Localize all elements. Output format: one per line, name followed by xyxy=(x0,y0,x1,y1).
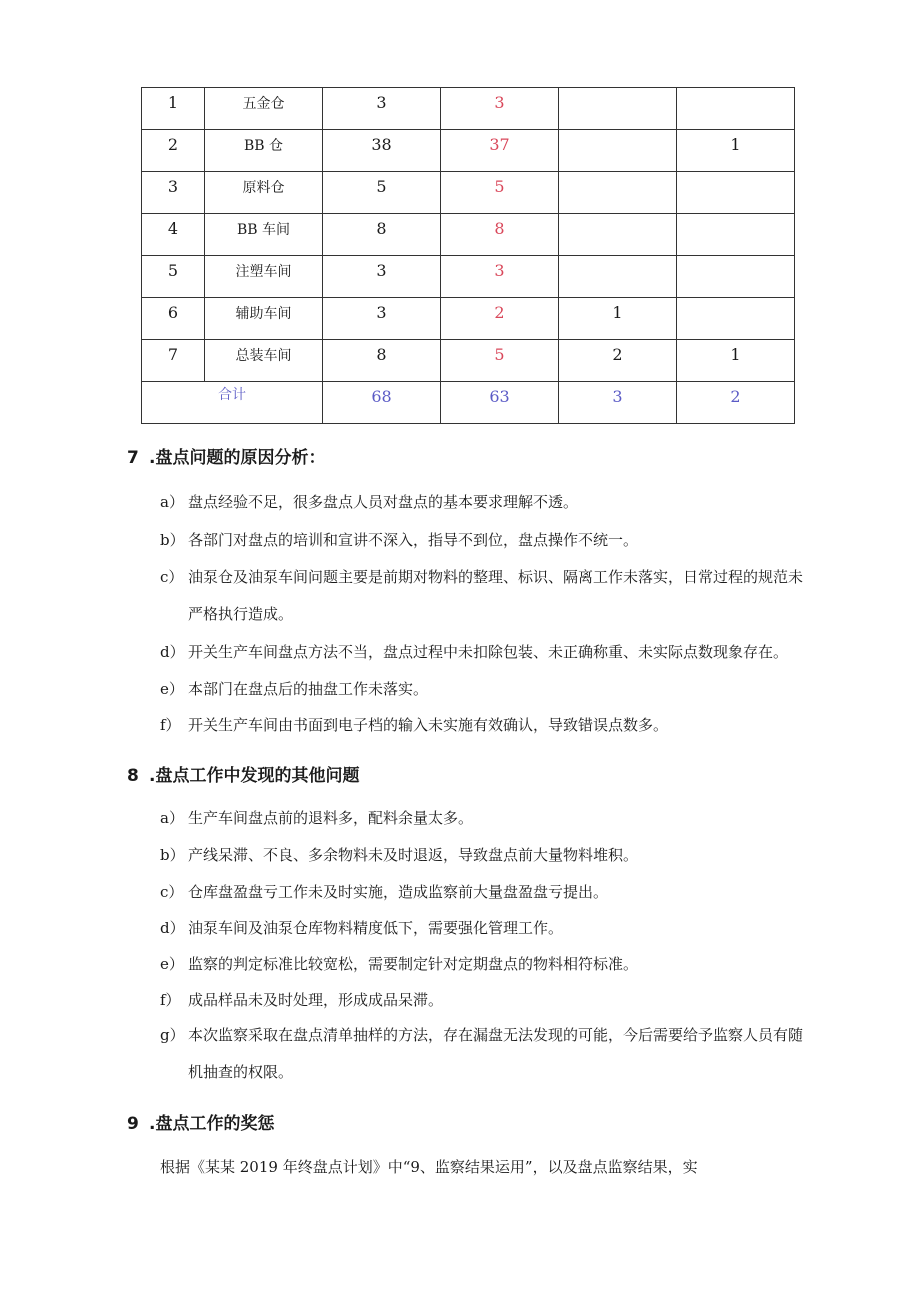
value-cell: 1 xyxy=(559,298,677,340)
list-item xyxy=(160,881,608,902)
list-item-label: a） xyxy=(160,493,184,511)
section-9-paragraph: 根据《某某 2019 年终盘点计划》中“9、监察结果运用”，以及盘点监察结果，实 xyxy=(160,1158,698,1176)
list-item-label: f） xyxy=(160,991,181,1009)
row-name-cell: 注塑车间 xyxy=(205,256,323,298)
row-number-cell: 4 xyxy=(142,214,205,256)
table-row xyxy=(142,298,795,340)
row-name-cell: 五金仓 xyxy=(205,88,323,130)
list-item xyxy=(160,678,428,699)
list-item-label: g） xyxy=(160,1026,185,1044)
row-name-cell: 原料仓 xyxy=(205,172,323,214)
list-item xyxy=(160,566,803,587)
table-row xyxy=(142,256,795,298)
row-number-cell: 2 xyxy=(142,130,205,172)
table-row xyxy=(142,172,795,214)
total-value-cell: 63 xyxy=(441,382,559,424)
list-item-label: a） xyxy=(160,809,184,827)
list-item-text: 本次监察采取在盘点清单抽样的方法，存在漏盘无法发现的可能，今后需要给予监察人员有随 xyxy=(188,1026,804,1044)
list-item-continuation: 机抽查的权限。 xyxy=(188,1063,294,1081)
list-item-continuation: 严格执行造成。 xyxy=(188,605,294,623)
value-cell: 1 xyxy=(677,340,795,382)
list-item-text: 本部门在盘点后的抽盘工作未落实。 xyxy=(188,680,429,698)
list-item-label: b） xyxy=(160,531,185,549)
list-item-text: 开关生产车间由书面到电子档的输入未实施有效确认，导致错误点数多。 xyxy=(188,716,669,734)
value-cell: 3 xyxy=(323,256,441,298)
value-cell: 2 xyxy=(559,340,677,382)
row-number-cell: 3 xyxy=(142,172,205,214)
value-cell xyxy=(677,298,795,340)
inventory-table xyxy=(141,87,795,424)
table-row xyxy=(142,130,795,172)
value-cell: 8 xyxy=(323,214,441,256)
list-item-text: 油泵仓及油泵车间问题主要是前期对物料的整理、标识、隔离工作未落实，日常过程的规范未 xyxy=(188,568,804,586)
list-item-text: 各部门对盘点的培训和宣讲不深入，指导不到位，盘点操作不统一。 xyxy=(188,531,639,549)
total-row xyxy=(142,382,795,424)
row-number-cell: 5 xyxy=(142,256,205,298)
table-row xyxy=(142,214,795,256)
list-item-label: c） xyxy=(160,883,184,901)
table-row xyxy=(142,88,795,130)
list-item xyxy=(160,529,638,550)
total-value-cell: 3 xyxy=(559,382,677,424)
section-8-heading: 8 .盘点工作中发现的其他问题 xyxy=(127,766,360,786)
value-cell: 37 xyxy=(441,130,559,172)
list-item-label: f） xyxy=(160,716,181,734)
list-item xyxy=(160,714,668,735)
row-name-cell: 总装车间 xyxy=(205,340,323,382)
value-cell: 5 xyxy=(441,340,559,382)
table-row xyxy=(142,340,795,382)
row-number-cell: 6 xyxy=(142,298,205,340)
value-cell: 8 xyxy=(323,340,441,382)
list-item-label: b） xyxy=(160,846,185,864)
value-cell: 1 xyxy=(677,130,795,172)
list-item xyxy=(160,641,788,662)
list-item-label: d） xyxy=(160,643,185,661)
row-name-cell: BB 车间 xyxy=(205,214,323,256)
section-9-heading: 9 .盘点工作的奖惩 xyxy=(127,1114,275,1134)
list-item xyxy=(160,953,638,974)
total-label: 合计 xyxy=(142,382,323,424)
list-item-text: 开关生产车间盘点方法不当，盘点过程中未扣除包装、未正确称重、未实际点数现象存在。 xyxy=(188,643,789,661)
value-cell xyxy=(559,256,677,298)
list-item-label: e） xyxy=(160,680,184,698)
value-cell: 8 xyxy=(441,214,559,256)
row-name-cell: 辅助车间 xyxy=(205,298,323,340)
list-item-text: 成品样品未及时处理，形成成品呆滞。 xyxy=(188,991,444,1009)
value-cell xyxy=(559,88,677,130)
list-item-text: 盘点经验不足，很多盘点人员对盘点的基本要求理解不透。 xyxy=(188,493,579,511)
value-cell xyxy=(559,130,677,172)
value-cell: 5 xyxy=(441,172,559,214)
value-cell xyxy=(677,172,795,214)
list-item xyxy=(160,491,578,512)
list-item-label: e） xyxy=(160,955,184,973)
list-item-text: 仓库盘盈盘亏工作未及时实施，造成监察前大量盘盈盘亏提出。 xyxy=(188,883,609,901)
value-cell xyxy=(677,256,795,298)
row-number-cell: 7 xyxy=(142,340,205,382)
value-cell: 3 xyxy=(323,298,441,340)
list-item-text: 生产车间盘点前的退料多，配料余量太多。 xyxy=(188,809,474,827)
list-item xyxy=(160,844,638,865)
value-cell xyxy=(559,214,677,256)
value-cell: 3 xyxy=(441,256,559,298)
value-cell: 5 xyxy=(323,172,441,214)
list-item-text: 监察的判定标准比较宽松，需要制定针对定期盘点的物料相符标准。 xyxy=(188,955,639,973)
list-item xyxy=(160,1024,803,1045)
list-item-label: c） xyxy=(160,568,184,586)
total-value-cell: 68 xyxy=(323,382,441,424)
list-item-text: 产线呆滞、不良、多余物料未及时退返，导致盘点前大量物料堆积。 xyxy=(188,846,639,864)
list-item xyxy=(160,989,443,1010)
value-cell: 38 xyxy=(323,130,441,172)
value-cell: 2 xyxy=(441,298,559,340)
value-cell xyxy=(559,172,677,214)
list-item xyxy=(160,917,563,938)
total-value-cell: 2 xyxy=(677,382,795,424)
list-item-text: 油泵车间及油泵仓库物料精度低下，需要强化管理工作。 xyxy=(188,919,564,937)
value-cell: 3 xyxy=(323,88,441,130)
value-cell: 3 xyxy=(441,88,559,130)
value-cell xyxy=(677,88,795,130)
value-cell xyxy=(677,214,795,256)
row-number-cell: 1 xyxy=(142,88,205,130)
row-name-cell: BB 仓 xyxy=(205,130,323,172)
list-item-label: d） xyxy=(160,919,185,937)
list-item xyxy=(160,807,473,828)
section-7-heading: 7 .盘点问题的原因分析： xyxy=(127,448,326,468)
